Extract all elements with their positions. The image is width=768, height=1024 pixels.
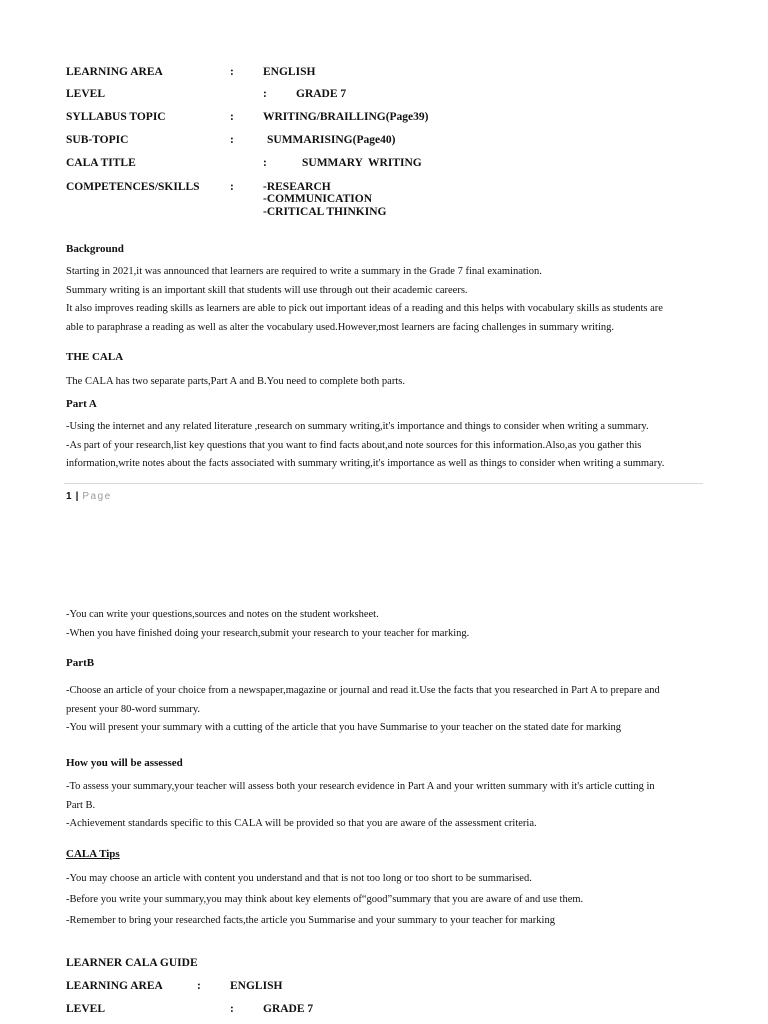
tip-item: -Before you write your summary,you may think about key elements of“good”summary that you are aware of and use them. [66, 894, 584, 905]
footer-divider [64, 483, 703, 484]
guide-level-label: LEVEL [66, 1003, 105, 1015]
page-number: 1 [66, 491, 72, 502]
competence-item: -RESEARCH [263, 181, 331, 193]
paragraph-line: -You will present your summary with a cutting of the article that you have Summarise to your teacher on the stated date for marking [66, 722, 621, 733]
guide-learning-area-value: ENGLISH [230, 980, 283, 992]
cala-title-value: SUMMARY WRITING [302, 157, 422, 169]
part-a-paragraph [66, 418, 706, 474]
paragraph-line: -When you have finished doing your research,submit your research to your teacher for marking. [66, 627, 470, 639]
paragraph-line: Part B. [66, 799, 96, 811]
sub-topic-value: SUMMARISING(Page40) [267, 134, 396, 146]
paragraph-line: present your 80-word summary. [66, 703, 201, 715]
part-b-heading: PartB [66, 657, 95, 669]
the-cala-text: The CALA has two separate parts,Part A and B.You need to complete both parts. [66, 376, 405, 387]
part-b-paragraph [66, 682, 706, 738]
syllabus-topic-label: SYLLABUS TOPIC [66, 111, 166, 123]
paragraph-line: able to paraphrase a reading as well as alter the vocabulary used.However,most learners are facing challenges in summary writing. [66, 321, 614, 333]
competences-colon: : [230, 181, 234, 193]
paragraph-line: -As part of your research,list key questions that you want to find facts about,and note sources for this information.Also,as you gather this [66, 439, 642, 451]
learning-area-colon: : [230, 66, 234, 78]
paragraph-line: It also improves reading skills as learners are able to pick out important ideas of a reading and this helps with vocabulary skills as students are [66, 303, 663, 314]
paragraph-line: Starting in 2021,it was announced that learners are required to write a summary in the Grade 7 final examination. [66, 266, 542, 277]
guide-level-colon: : [230, 1003, 234, 1015]
paragraph-line: Summary writing is an important skill that students will use through out their academic careers. [66, 284, 468, 296]
tip-item: -Remember to bring your researched facts,the article you Summarise and your summary to your teacher for marking [66, 915, 555, 926]
level-label: LEVEL [66, 88, 105, 100]
paragraph-line: -Choose an article of your choice from a newspaper,magazine or journal and read it.Use the facts that you researched in Part A to prepare and [66, 685, 660, 696]
cala-title-colon: : [263, 157, 267, 169]
assessment-paragraph [66, 778, 706, 834]
sub-topic-colon: : [230, 134, 234, 146]
learning-area-label: LEARNING AREA [66, 66, 163, 78]
syllabus-topic-colon: : [230, 111, 234, 123]
background-paragraph [66, 263, 706, 337]
guide-learning-area-colon: : [197, 980, 201, 992]
sub-topic-label: SUB-TOPIC [66, 134, 129, 146]
syllabus-topic-value: WRITING/BRAILLING(Page39) [263, 111, 429, 123]
guide-level-value: GRADE 7 [263, 1003, 314, 1015]
level-colon: : [263, 88, 267, 100]
part-a-heading: Part A [66, 398, 97, 410]
cala-tips-list [66, 868, 706, 931]
paragraph-line: -To assess your summary,your teacher will assess both your research evidence in Part A and your written summary with it's article cutting in [66, 781, 655, 792]
assessment-heading: How you will be assessed [66, 757, 183, 769]
page-separator: | [75, 491, 79, 502]
cala-title-label: CALA TITLE [66, 157, 136, 169]
part-a-continued-paragraph [66, 606, 706, 643]
competence-item: -CRITICAL THINKING [263, 206, 387, 218]
page-footer [66, 486, 112, 504]
learner-guide-heading: LEARNER CALA GUIDE [66, 957, 198, 969]
guide-learning-area-label: LEARNING AREA [66, 980, 163, 992]
the-cala-heading: THE CALA [66, 351, 124, 363]
learning-area-value: ENGLISH [263, 66, 316, 78]
paragraph-line: -You can write your questions,sources and notes on the student worksheet. [66, 609, 379, 620]
paragraph-line: -Achievement standards specific to this CALA will be provided so that you are aware of the assessment criteria. [66, 818, 537, 829]
cala-tips-heading: CALA Tips [66, 848, 120, 860]
level-value: GRADE 7 [296, 88, 347, 100]
background-heading: Background [66, 243, 124, 255]
tip-item: -You may choose an article with content you understand and that is not too long or too short to be summarised. [66, 873, 532, 884]
competences-label: COMPETENCES/SKILLS [66, 181, 200, 193]
paragraph-line: -Using the internet and any related literature ,research on summary writing,it's importance and things to consider when writing a summary. [66, 421, 649, 432]
page-word: Page [82, 491, 112, 502]
paragraph-line: information,write notes about the facts associated with summary writing,it's importance as well as things to consider when writing a summary. [66, 458, 665, 469]
competence-item: -COMMUNICATION [263, 193, 373, 205]
